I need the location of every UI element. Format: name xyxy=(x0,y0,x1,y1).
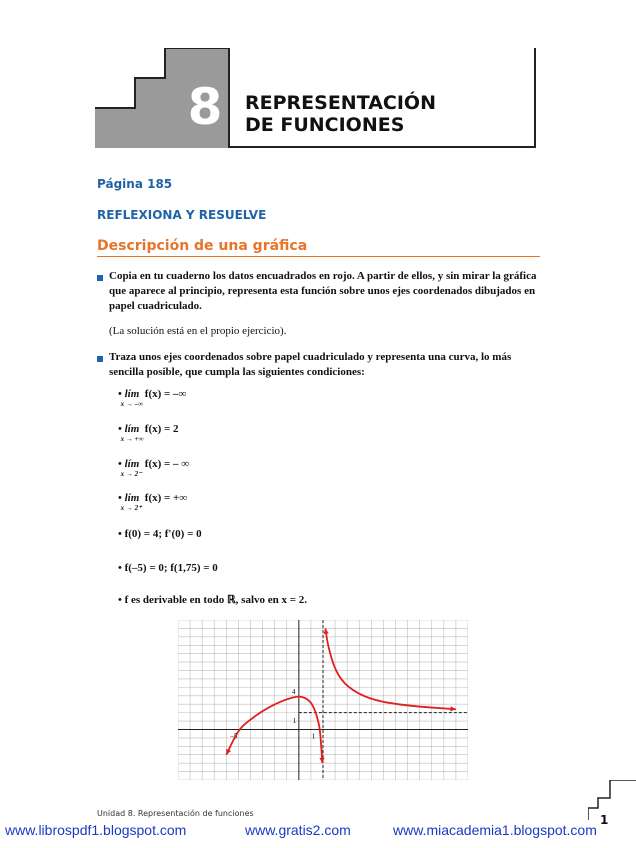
condition-5: • f(0) = 4; f'(0) = 0 xyxy=(118,528,202,540)
subsection-title: Descripción de una gráfica xyxy=(97,238,540,257)
tick-label-x1: 1 xyxy=(311,732,316,741)
lim-subscript: x → 2⁺ xyxy=(120,504,142,512)
chapter-number: 8 xyxy=(187,78,223,136)
footer-unit-text: Unidad 8. Representación de funciones xyxy=(97,809,254,818)
item1-text: Copia en tu cuaderno los datos encuadrados en rojo. A partir de ellos, y sin mirar la gráfica que aparece al principio, representa esta función sobre unos ejes coordenados dibujados en papel cuadriculado. xyxy=(109,270,537,312)
lim-subscript: x → –∞ xyxy=(120,400,144,408)
lim-label: lím xyxy=(124,423,140,435)
condition-4: • lím x → 2⁺ f(x) = +∞ xyxy=(118,492,188,512)
tick-label-y4: 4 xyxy=(291,687,296,696)
condition-expr: f(x) = – ∞ xyxy=(144,458,190,470)
function-graph xyxy=(178,620,468,780)
lim-label: lím xyxy=(124,492,140,504)
condition-1: • lím x → –∞ f(x) = –∞ xyxy=(118,388,187,408)
tick-label-xm5: –5 xyxy=(230,732,238,741)
chapter-title-line2: DE FUNCIONES xyxy=(245,114,405,136)
condition-6: • f(–5) = 0; f(1,75) = 0 xyxy=(118,562,218,574)
item2-text: Traza unos ejes coordenados sobre papel cuadriculado y representa una curva, lo más sencilla posible, que cumpla las siguientes condiciones: xyxy=(109,351,512,378)
tick-label-y1: 1 xyxy=(292,717,297,726)
chapter-title-line1: REPRESENTACIÓN xyxy=(245,92,436,114)
lim-label: lím xyxy=(124,458,140,470)
condition-expr: f(x) = –∞ xyxy=(144,388,187,400)
curve-arrow-right xyxy=(450,706,456,711)
link-librospdf[interactable]: www.librospdf1.blogspot.com xyxy=(5,822,187,838)
bullet-square-icon xyxy=(97,275,103,281)
condition-expr: f(x) = +∞ xyxy=(144,492,188,504)
link-gratis2[interactable]: www.gratis2.com xyxy=(245,822,351,838)
condition-3: • lím x → 2⁻ f(x) = – ∞ xyxy=(118,458,190,478)
curve-arrow-left xyxy=(319,758,324,764)
condition-7: • f es derivable en todo ℝ, salvo en x = 2. xyxy=(118,594,308,606)
condition-expr: f(x) = 2 xyxy=(144,423,179,435)
item1-note: (La solución está en el propio ejercicio). xyxy=(109,325,287,337)
curve-right xyxy=(325,628,455,709)
page-number: 1 xyxy=(600,813,609,827)
page-label: Página 185 xyxy=(97,177,173,191)
link-miacademia[interactable]: www.miacademia1.blogspot.com xyxy=(393,822,597,838)
lim-label: lím xyxy=(124,388,140,400)
lim-subscript: x → +∞ xyxy=(120,435,144,443)
bullet-square-icon xyxy=(97,356,103,362)
condition-2: • lím x → +∞ f(x) = 2 xyxy=(118,423,179,443)
section-label: REFLEXIONA Y RESUELVE xyxy=(97,208,267,222)
footer-corner-graphic xyxy=(588,780,636,820)
lim-subscript: x → 2⁻ xyxy=(120,470,142,478)
chapter-title xyxy=(245,92,436,136)
